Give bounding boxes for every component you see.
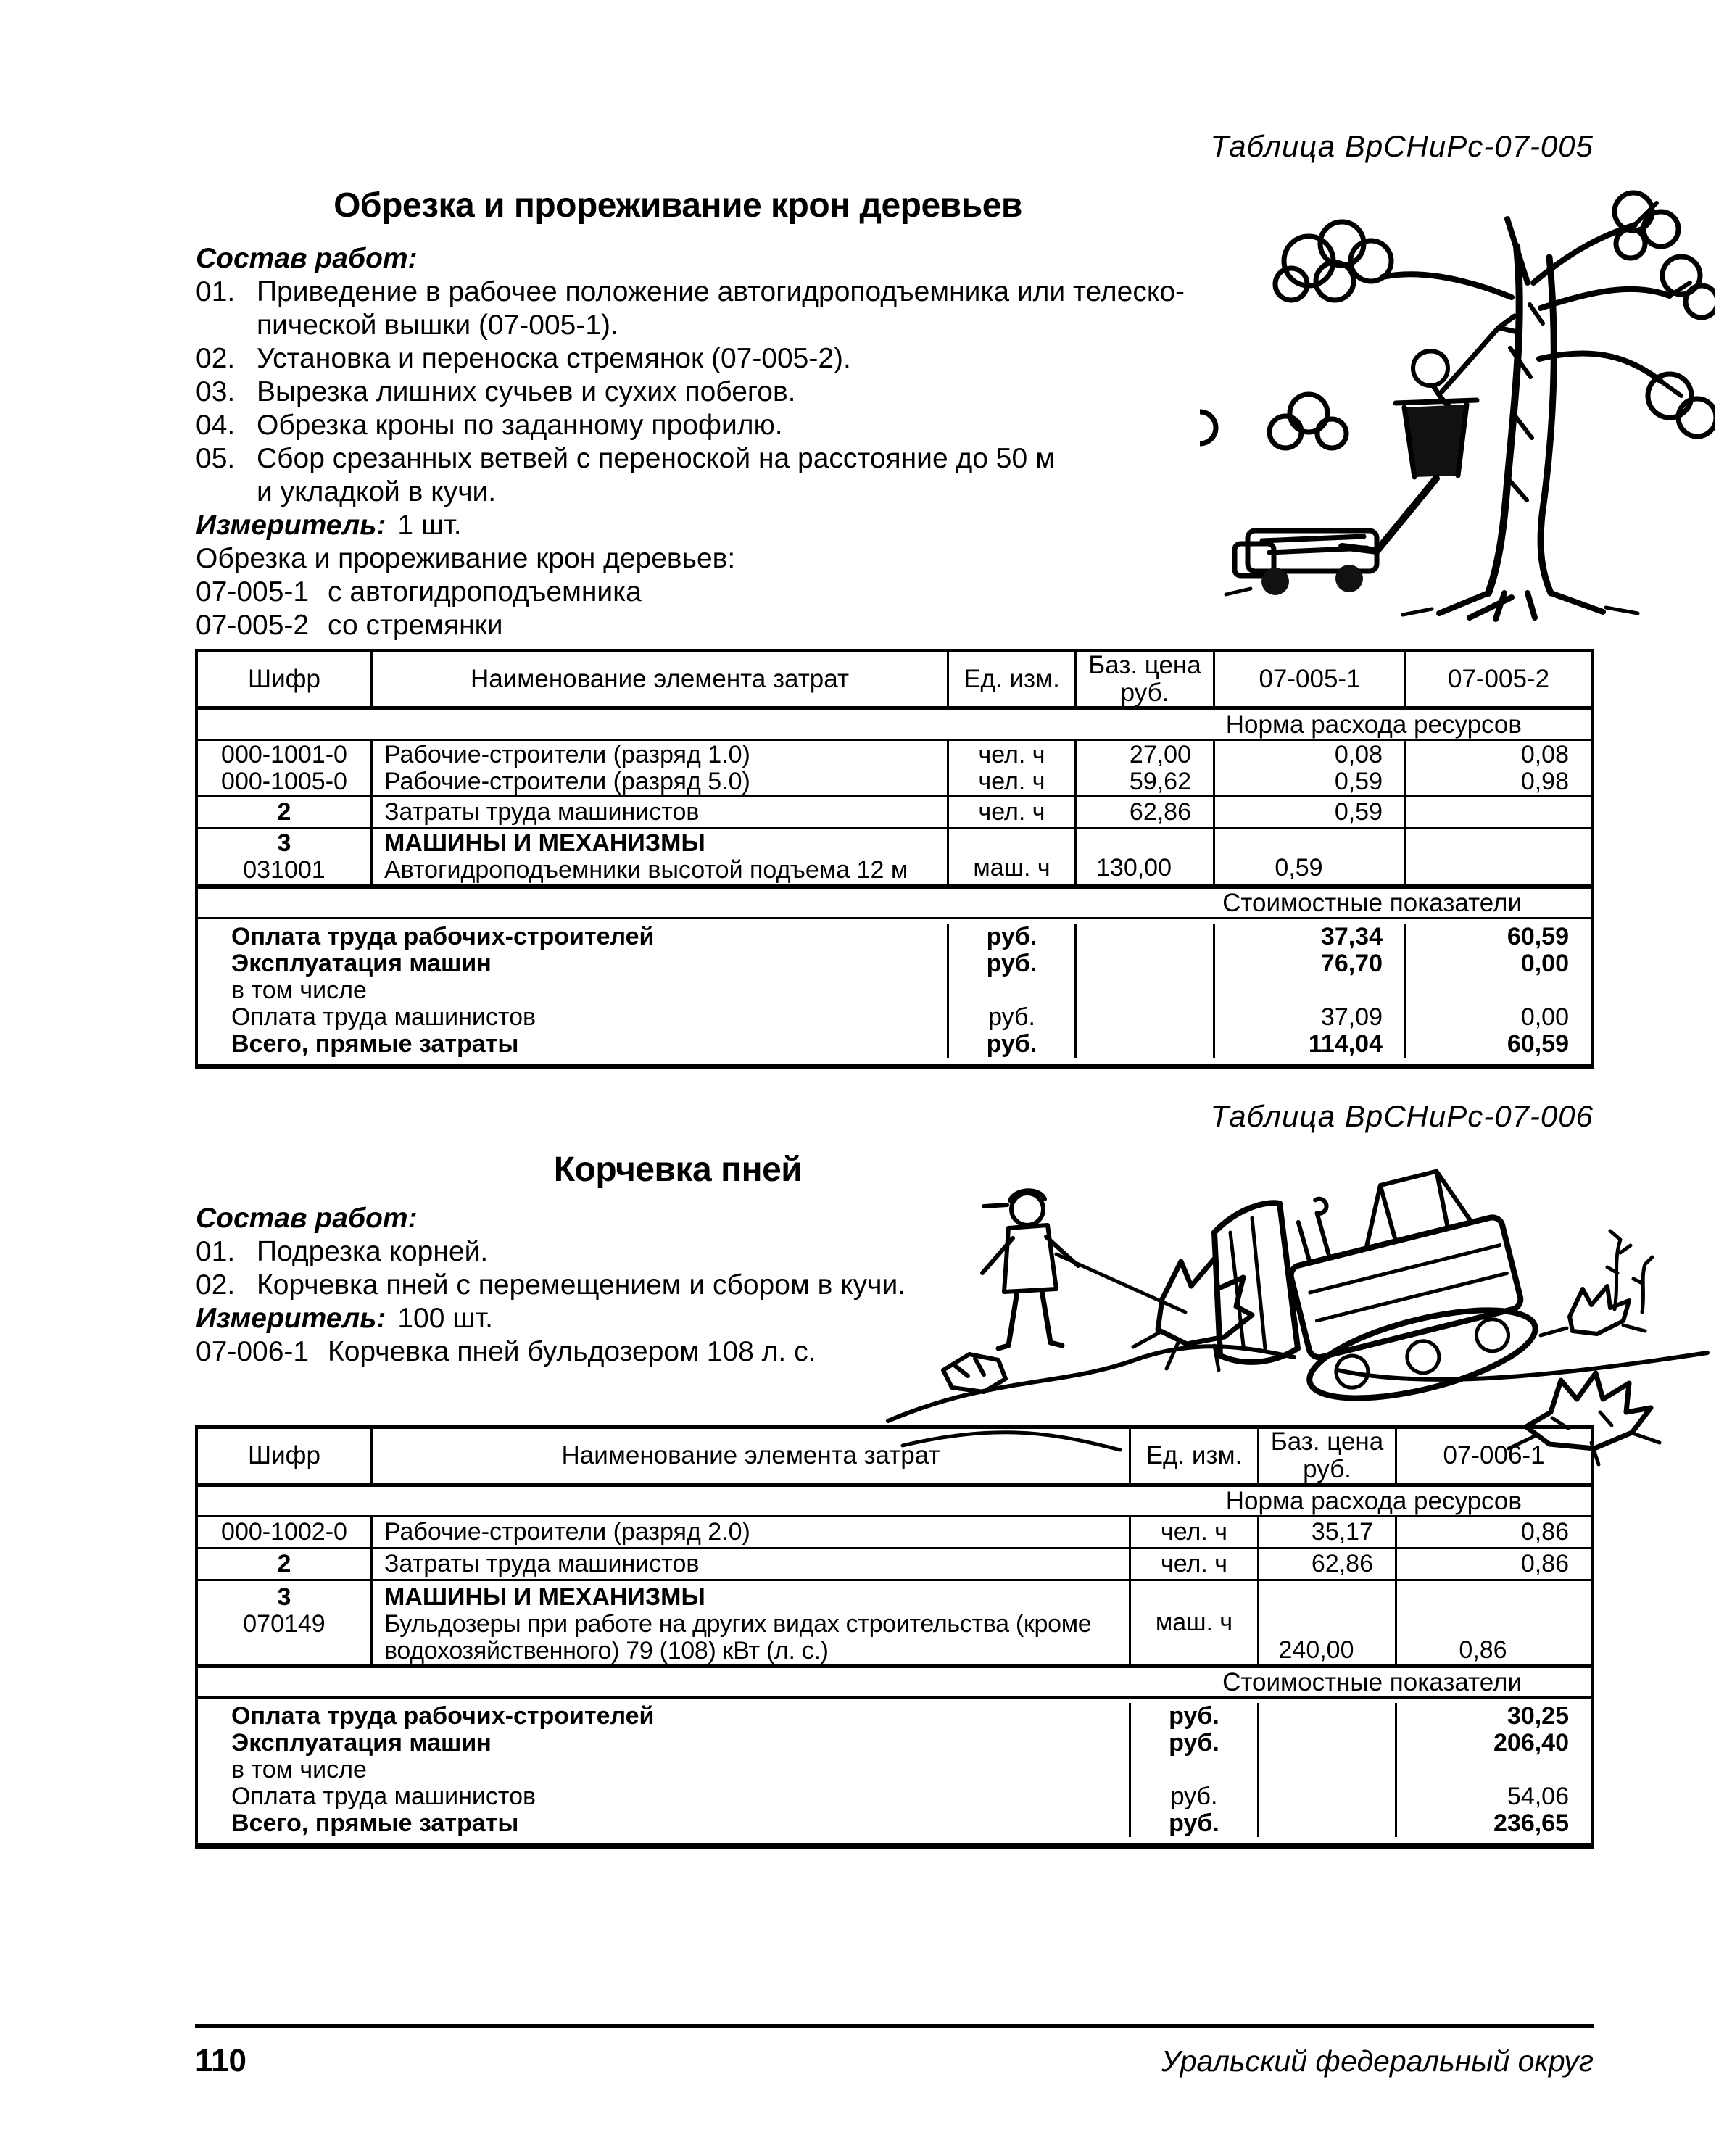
cost-values <box>1395 1703 1591 1837</box>
variant-desc: со стремянки <box>328 610 503 641</box>
norm-cell: 0,59 <box>1213 829 1404 884</box>
cost-labels <box>198 924 947 1058</box>
col-header-code: Шифр <box>248 1441 320 1469</box>
cost-price-col <box>1257 1703 1395 1837</box>
work-item-number: 01. <box>196 276 236 307</box>
work-item-number: 02. <box>196 343 236 374</box>
work-item-text: Установка и переноска стремянок (07-005-2). <box>257 343 851 374</box>
norm-value: 0,08 <box>1520 740 1569 768</box>
cost-table-07-006 <box>195 1425 1594 1849</box>
cost-label: в том числе <box>231 1756 367 1783</box>
cost-unit: руб. <box>986 1030 1037 1058</box>
name: Бульдозеры при работе на других видах строительства (кроме <box>384 1610 1092 1638</box>
name-cell: Рабочие-строители (разряд 2.0) <box>370 1517 1129 1547</box>
cost-unit: руб. <box>1169 1702 1219 1730</box>
unit-cell: чел. ч <box>1129 1517 1257 1547</box>
cost-units <box>947 924 1074 1058</box>
work-item <box>196 442 1240 476</box>
table-caption-07-005: Таблица ВрСНиРс-07-005 <box>1210 129 1594 163</box>
work-item <box>196 409 1240 442</box>
table1-header-row <box>198 652 1591 710</box>
norm-value: 0,98 <box>1520 767 1569 795</box>
variants-intro: Обрезка и прореживание крон деревьев: <box>196 543 736 574</box>
code: 031001 <box>243 856 326 884</box>
norm-cell <box>1404 797 1591 827</box>
unit-cell: чел. ч <box>947 797 1074 827</box>
cost-value: 37,09 <box>1320 1003 1383 1031</box>
group-title: МАШИНЫ И МЕХАНИЗМЫ <box>384 829 705 857</box>
variant-line <box>196 576 1240 609</box>
variant-code: 07-006-1 <box>196 1336 310 1367</box>
col-header-name: Наименование элемента затрат <box>370 1429 1129 1483</box>
cost-value: 0,00 <box>1520 1003 1569 1031</box>
code: 000-1001-0 <box>221 740 347 768</box>
base-price-line2: руб. <box>1303 1455 1351 1483</box>
variant-desc: с автогидроподъемника <box>328 576 642 608</box>
footer-region-label: Уральский федеральный округ <box>1161 2044 1594 2078</box>
price-cell: 130,00 <box>1074 829 1213 884</box>
cost-table-07-005 <box>195 649 1594 1069</box>
cost-value <box>1406 977 1591 1004</box>
norm-cell: 0,59 <box>1213 797 1404 827</box>
col-header-07-006-1: 07-006-1 <box>1395 1429 1591 1483</box>
machinists-row <box>198 797 1591 829</box>
work-item-number: 02. <box>196 1269 236 1301</box>
table2-header-row <box>198 1429 1591 1487</box>
cost-label: Эксплуатация машин <box>231 950 492 977</box>
variant-code: 07-005-1 <box>196 576 310 608</box>
norm-cell <box>1404 741 1591 795</box>
col-header-code: Шифр <box>248 665 320 693</box>
cost-unit: руб. <box>1169 1729 1219 1757</box>
work-item-number: 01. <box>196 1236 236 1267</box>
cost-value: 76,70 <box>1320 950 1383 977</box>
measure-label: Измеритель: <box>196 1303 386 1334</box>
norm-value: 0,59 <box>1334 767 1383 795</box>
name: Рабочие-строители (разряд 5.0) <box>384 767 750 795</box>
cost-value: 54,06 <box>1507 1783 1569 1810</box>
name-cell <box>370 1581 1129 1664</box>
table-caption-07-006: Таблица ВрСНиРс-07-006 <box>1210 1099 1594 1133</box>
cost-value: 0,00 <box>1520 950 1569 977</box>
tree-pruning-aerial-lift-icon <box>1200 174 1715 623</box>
cost-value: 37,34 <box>1320 923 1383 950</box>
cost-labels <box>198 1703 1129 1837</box>
price: 27,00 <box>1129 740 1191 768</box>
cost-label: Всего, прямые затраты <box>231 1809 519 1837</box>
work-item-text: Подрезка корней. <box>257 1236 489 1267</box>
norm-cell <box>1213 741 1404 795</box>
name-cell <box>370 829 947 884</box>
measure-value: 100 шт. <box>397 1303 493 1334</box>
variant-line <box>196 609 1240 642</box>
section1-text-block <box>196 242 1240 642</box>
code-cell <box>198 741 370 795</box>
measure-line <box>196 509 1240 542</box>
unit-cell <box>947 741 1074 795</box>
name: водохозяйственного) 79 (108) кВт (л. с.) <box>384 1637 829 1664</box>
cost-label: Оплата труда рабочих-строителей <box>231 923 655 950</box>
col-header-unit: Ед. изм. <box>1129 1429 1257 1483</box>
work-item-number: 04. <box>196 410 236 441</box>
workers-row <box>198 1517 1591 1549</box>
bulldozer-stump-removal-icon <box>874 1131 1729 1472</box>
code-cell <box>198 829 370 884</box>
cost-label: Оплата труда машинистов <box>231 1783 536 1810</box>
cost-indicators-block <box>198 919 1591 1064</box>
price-cell: 62,86 <box>1257 1549 1395 1579</box>
name: Автогидроподъемники высотой подъема 12 м <box>384 856 908 884</box>
norm-band: Норма расхода ресурсов <box>198 710 1591 741</box>
work-item-number: 03. <box>196 376 236 407</box>
work-item <box>196 376 1240 409</box>
cost-label: Эксплуатация машин <box>231 1729 492 1757</box>
cost-unit: руб. <box>986 950 1037 977</box>
work-item <box>196 342 1240 376</box>
footer-rule <box>195 2024 1594 2028</box>
cost-value <box>1215 977 1404 1004</box>
tree-pruning-illustration <box>1200 174 1715 627</box>
base-price-line2: руб. <box>1120 679 1169 707</box>
cost-value: 236,65 <box>1493 1809 1569 1837</box>
code-cell: 000-1002-0 <box>221 1518 347 1546</box>
work-item-text: Сбор срезанных ветвей с переноской на расстояние до 50 м <box>257 443 1055 474</box>
base-price-line1: Баз. цена <box>1270 1427 1384 1456</box>
price-cell: 240,00 <box>1257 1581 1395 1664</box>
norm-band: Норма расхода ресурсов <box>198 1487 1591 1517</box>
unit: чел. ч <box>978 740 1045 768</box>
cost-value: 114,04 <box>1308 1030 1383 1058</box>
work-item-wrap: пической вышки (07-005-1). <box>257 310 618 341</box>
section-title-tree-pruning: Обрезка и прореживание крон деревьев <box>333 186 1022 225</box>
cost-unit: руб. <box>1169 1809 1219 1837</box>
cost-label: Всего, прямые затраты <box>231 1030 519 1058</box>
section-title-stump-removal: Корчевка пней <box>553 1150 803 1189</box>
cost-label: в том числе <box>231 977 367 1004</box>
group-number: 3 <box>277 829 291 857</box>
variant-desc: Корчевка пней бульдозером 108 л. с. <box>328 1336 816 1367</box>
cost-unit: руб. <box>988 1003 1035 1031</box>
measure-value: 1 шт. <box>397 510 462 541</box>
cost-value: 60,59 <box>1507 923 1569 950</box>
cost-band: Стоимостные показатели <box>198 889 1591 919</box>
col-header-07-005-1: 07-005-1 <box>1213 652 1404 706</box>
cost-unit <box>949 977 1074 1004</box>
price-cell <box>1074 741 1213 795</box>
col-header-07-005-2: 07-005-2 <box>1404 652 1591 706</box>
code: 000-1005-0 <box>221 767 347 795</box>
price-cell: 62,86 <box>1074 797 1213 827</box>
price: 59,62 <box>1129 767 1191 795</box>
unit: чел. ч <box>978 767 1045 795</box>
works-heading: Состав работ: <box>196 243 418 274</box>
cost-indicators-block <box>198 1699 1591 1843</box>
price-cell: 35,17 <box>1257 1517 1395 1547</box>
norm-cell: 0,86 <box>1395 1517 1591 1547</box>
cost-price-col <box>1074 924 1213 1058</box>
cost-value: 30,25 <box>1507 1702 1569 1730</box>
unit-cell: маш. ч <box>947 829 1074 884</box>
cost-values-2 <box>1404 924 1591 1058</box>
cost-values-1 <box>1213 924 1404 1058</box>
code: 070149 <box>243 1610 326 1638</box>
cost-unit: руб. <box>1170 1783 1218 1810</box>
base-price-line1: Баз. цена <box>1088 651 1201 679</box>
footer <box>195 2043 1594 2079</box>
name-cell: Затраты труда машинистов <box>370 797 947 827</box>
group-number: 3 <box>277 1583 291 1611</box>
cost-value: 206,40 <box>1493 1729 1569 1757</box>
col-header-unit: Ед. изм. <box>947 652 1074 706</box>
code-cell: 2 <box>277 1550 291 1577</box>
name: Рабочие-строители (разряд 1.0) <box>384 740 750 768</box>
cost-label: Оплата труда рабочих-строителей <box>231 1702 655 1730</box>
name-cell <box>370 741 947 795</box>
machines-rows <box>198 1581 1591 1668</box>
stump-removal-illustration <box>874 1131 1729 1475</box>
norm-cell: 0,86 <box>1395 1581 1591 1664</box>
norm-value: 0,08 <box>1334 740 1383 768</box>
cost-units <box>1129 1703 1257 1837</box>
code-cell: 2 <box>277 798 291 826</box>
work-item-text: Приведение в рабочее положение автогидроподъемника или телеско- <box>257 276 1185 307</box>
cost-label: Оплата труда машинистов <box>231 1003 536 1031</box>
unit-cell: чел. ч <box>1129 1549 1257 1579</box>
workers-rows <box>198 741 1591 797</box>
norm-cell <box>1404 829 1591 884</box>
cost-value <box>1397 1757 1591 1783</box>
page-number: 110 <box>195 2043 246 2078</box>
norm-cell: 0,86 <box>1395 1549 1591 1579</box>
work-item-text: Обрезка кроны по заданному профилю. <box>257 410 783 441</box>
cost-unit <box>1131 1757 1257 1783</box>
code-cell <box>198 1581 370 1664</box>
name-cell: Затраты труда машинистов <box>370 1549 1129 1579</box>
cost-value: 60,59 <box>1507 1030 1569 1058</box>
col-header-base-price <box>1074 652 1213 706</box>
unit-cell: маш. ч <box>1129 1581 1257 1664</box>
machinists-row <box>198 1549 1591 1581</box>
measure-label: Измеритель: <box>196 510 386 541</box>
col-header-name: Наименование элемента затрат <box>370 652 947 706</box>
work-item-text: Вырезка лишних сучьев и сухих побегов. <box>257 376 796 407</box>
work-item-text: Корчевка пней с перемещением и сбором в кучи. <box>257 1269 906 1301</box>
col-header-base-price <box>1257 1429 1395 1483</box>
cost-band: Стоимостные показатели <box>198 1668 1591 1699</box>
work-item <box>196 275 1240 309</box>
works-heading: Состав работ: <box>196 1203 418 1234</box>
work-item-wrap: и укладкой в кучи. <box>257 476 497 507</box>
work-item-number: 05. <box>196 443 236 474</box>
variant-code: 07-005-2 <box>196 610 310 641</box>
machines-rows <box>198 829 1591 889</box>
cost-unit: руб. <box>986 923 1037 950</box>
group-title: МАШИНЫ И МЕХАНИЗМЫ <box>384 1583 705 1611</box>
